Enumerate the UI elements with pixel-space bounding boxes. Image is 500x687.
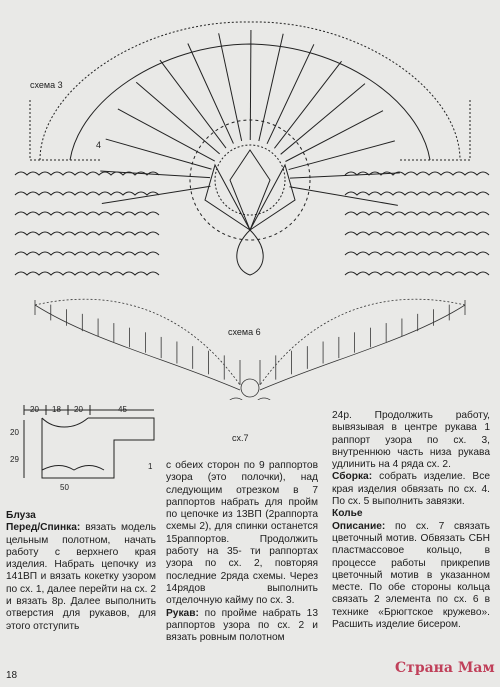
right-text: 24р. Продолжить работу, вывязывая в центре рукава 1 раппорт узора по сх. 3, внутреннюю часть низа рукава удлинить на 4 ряда сх. 2. [332, 410, 490, 471]
assembly-heading: Сборка: [332, 471, 373, 483]
middle-column [166, 460, 318, 644]
front-back-heading: Перед/Спинка: [6, 522, 81, 534]
row-number-label: 4 [96, 140, 102, 150]
dim-bottom: 50 [60, 483, 69, 492]
pattern-sketch [4, 400, 164, 490]
watermark: Страна Мам [395, 660, 495, 676]
dim-left-1: 20 [10, 428, 19, 437]
front-back-text: вязать модель цельным полотном, начать работу с верхнего края изделия. Набрать цепочку из 141ВП и вязать кокетку узором по сх. 1, далее перейти на сх. 2 и вязать 8р. Далее выполнить отверстия для рукавов, для этого отступить [6, 522, 156, 632]
dim-side: 1 [148, 462, 153, 471]
scheme7-label: сх.7 [232, 433, 249, 443]
dim-top-1: 20 [30, 405, 39, 414]
description-heading: Описание: [332, 520, 386, 532]
article-title: Блуза [6, 510, 36, 521]
dim-top-3: 20 [74, 405, 83, 414]
sleeve-text: по пройме набрать 13 раппортов узора по сх. 2 и вязать ровным полотном [166, 607, 318, 644]
right-column [332, 410, 490, 631]
dim-top-2: 18 [52, 405, 61, 414]
sleeve-heading: Рукав: [166, 607, 199, 619]
left-column [6, 510, 156, 633]
page-number: 18 [6, 670, 18, 681]
necklace-heading: Колье [332, 508, 363, 520]
middle-text: с обеих сторон по 9 раппортов узора (это полочки), над следующим отрезком в 7 раппортов набрать для пройм по цепочке из 13ВП (2раппорта схемы 2), для спинки останется 15раппортов. Продолжить работу на 35- ти раппортах узора по сх. 2, повторяя последние 2ряда схемы. Через 14рядов выполнить отделочную кайму по сх. 3. [166, 460, 318, 607]
assembly-text: собрать изделие. Все края изделия обвязать по сх. 4. По сх. 5 выполнить завязки. [332, 471, 490, 508]
dim-left-2: 29 [10, 455, 19, 464]
scheme6-label: схема 6 [228, 327, 261, 337]
description-text: по сх. 7 связать цветочный мотив. Обвязать СБН пластмассовое кольцо, в процессе работы прикрепив цветочный мотив в указанном месте. По обе стороны кольца связать 2 элемента по сх. 6 в технике «Брюгтское кружево». Расшить изделие бисером. [332, 520, 490, 631]
scheme3-label: схема 3 [30, 80, 63, 90]
dim-top-4: 45 [118, 405, 127, 414]
